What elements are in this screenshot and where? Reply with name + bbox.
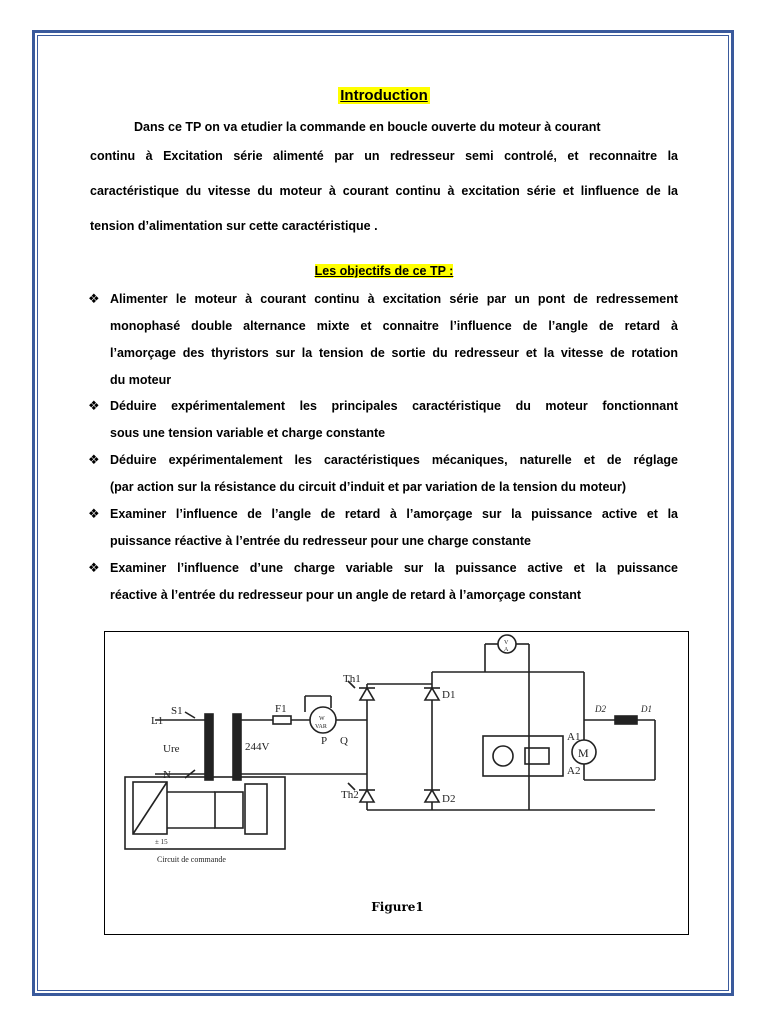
label-d2-motor: D2 — [595, 704, 606, 714]
list-item-line: l’amorçage des thyristors sur la tension de sortie du redresseur et la vitesse de rotation — [110, 346, 678, 360]
diamond-bullet-icon: ❖ — [88, 507, 100, 522]
label-circuit: Circuit de commande — [157, 855, 226, 864]
list-item-line: réactive à l’entrée du redresseur pour un angle de retard à l’amorçage constant — [110, 588, 581, 602]
objectives-title — [0, 264, 768, 278]
list-item-line: Déduire expérimentalement les caractéristiques mécaniques, naturelle et de réglage — [110, 453, 678, 467]
list-item-line: Déduire expérimentalement les principales caractéristique du moteur fonctionnant — [110, 399, 678, 413]
label-s1: S1 — [171, 705, 183, 717]
label-244v: 244V — [245, 741, 270, 753]
list-item-line: Alimenter le moteur à courant continu à excitation série par un pont de redressement — [110, 292, 678, 306]
label-pm15: ± 15 — [155, 838, 168, 846]
label-ure: Ure — [163, 743, 180, 755]
label-f1: F1 — [275, 703, 287, 715]
label-w: W — [319, 716, 325, 722]
intro-line: tension d’alimentation sur cette caractéristique . — [90, 219, 378, 233]
diamond-bullet-icon: ❖ — [88, 453, 100, 468]
diamond-bullet-icon: ❖ — [88, 292, 100, 307]
intro-line: Dans ce TP on va etudier la commande en boucle ouverte du moteur à courant — [134, 120, 601, 134]
list-item-line: sous une tension variable et charge constante — [110, 426, 386, 440]
list-item-line: Examiner l’influence d’une charge variable sur la puissance active et la puissance — [110, 561, 678, 575]
label-p: P — [321, 735, 328, 747]
list-item-line: Examiner l’influence de l’angle de retard à l’amorçage sur la puissance active et la — [110, 507, 678, 521]
label-d1: D1 — [442, 689, 456, 701]
intro-line: continu à Excitation série alimenté par un redresseur semi controlé, et reconnaitre la — [90, 149, 678, 163]
title-text: Introduction — [340, 87, 428, 104]
page-title — [0, 87, 768, 104]
list-item-line: (par action sur la résistance du circuit d’induit et par variation de la tension du moteur) — [110, 480, 627, 494]
label-m: M — [578, 746, 589, 760]
figure — [104, 631, 689, 935]
objectives-title-text: Les objectifs de ce TP : — [314, 264, 454, 278]
circuit-diagram — [105, 632, 688, 892]
label-th1: Th1 — [343, 673, 361, 685]
label-d2: D2 — [442, 793, 456, 805]
diamond-bullet-icon: ❖ — [88, 399, 100, 414]
label-d1-motor: D1 — [641, 704, 652, 714]
label-q: Q — [340, 735, 348, 747]
figure-caption: Figure1 — [371, 900, 424, 914]
label-var: VAR — [315, 724, 327, 730]
diamond-bullet-icon: ❖ — [88, 561, 100, 576]
intro-line: caractéristique du vitesse du moteur à courant continu à excitation série et linfluence de la — [90, 184, 678, 198]
label-a: A — [504, 647, 509, 653]
label-n: N — [163, 769, 171, 781]
label-a2: A2 — [567, 765, 581, 777]
label-th2: Th2 — [341, 789, 359, 801]
label-a1: A1 — [567, 731, 581, 743]
list-item-line: monophasé double alternance mixte et connaitre l’influence de l’angle de retard à — [110, 319, 678, 333]
label-l1: L1 — [151, 715, 164, 727]
list-item-line: du moteur — [110, 373, 172, 387]
list-item-line: puissance réactive à l’entrée du redresseur pour une charge constante — [110, 534, 531, 548]
label-v: V — [504, 640, 509, 646]
